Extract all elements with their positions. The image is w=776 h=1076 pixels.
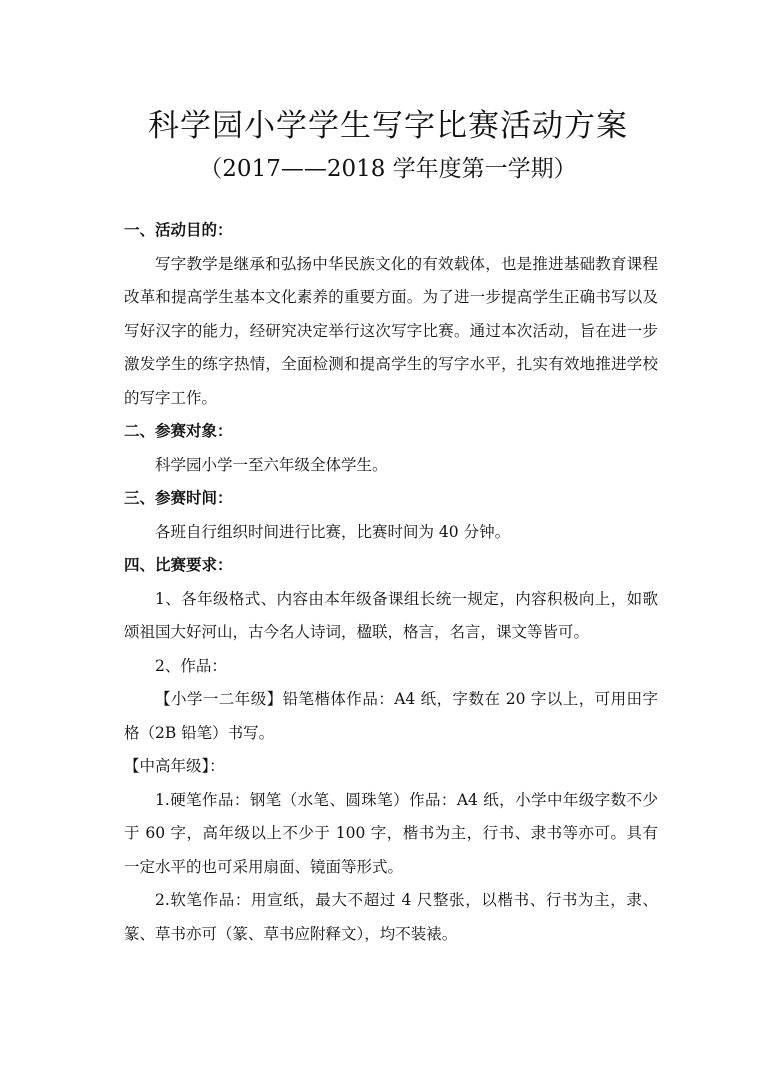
document-subtitle: （2017——2018 学年度第一学期） [199, 156, 577, 182]
requirement-item-1: 1、各年级格式、内容由本年级备课组长统一规定，内容积极向上，如歌颂祖国大好河山，古今名人诗词，楹联，格言，名言，课文等皆可。 [124, 589, 658, 641]
section-heading-purpose: 一、活动目的： [124, 221, 233, 239]
upper-grades-label: 【中高年级】： [124, 757, 225, 775]
document-title: 科学园小学学生写字比赛活动方案 [148, 108, 628, 144]
participants-paragraph: 科学园小学一至六年级全体学生。 [155, 455, 388, 474]
section-heading-participants: 二、参赛对象： [124, 422, 233, 440]
hard-pen-paragraph: 1.硬笔作品：钢笔（水笔、圆珠笔）作品：A4 纸，小学中年级字数不少于 60 字，高年级以上不少于 100 字，楷书为主，行书、隶书等亦可。具有一定水平的也可采用扇面、镜面等形式。 [124, 790, 658, 876]
time-paragraph: 各班自行组织时间进行比赛，比赛时间为 40 分钟。 [155, 522, 511, 541]
requirement-item-2-label: 2、作品： [155, 656, 227, 675]
lower-grades-paragraph: 【小学一二年级】铅笔楷体作品：A4 纸，字数在 20 字以上，可用田字格（2B 铅笔）书写。 [124, 690, 658, 742]
purpose-paragraph: 写字教学是继承和弘扬中华民族文化的有效载体，也是推进基础教育课程改革和提高学生基本文化素养的重要方面。为了进一步提高学生正确书写以及写好汉字的能力，经研究决定举行这次写字比赛。通过本次活动，旨在进一步激发学生的练字热情，全面检测和提高学生的写字水平，扎实有效地推进学校的写字工作。 [124, 254, 658, 407]
section-heading-time: 三、参赛时间： [124, 489, 233, 507]
soft-pen-paragraph: 2.软笔作品：用宣纸，最大不超过 4 尺整张，以楷书、行书为主，隶、篆、草书亦可（篆、草书应附释文），均不装裱。 [124, 891, 658, 943]
section-heading-requirements: 四、比赛要求： [124, 556, 233, 574]
document-body [124, 214, 658, 951]
